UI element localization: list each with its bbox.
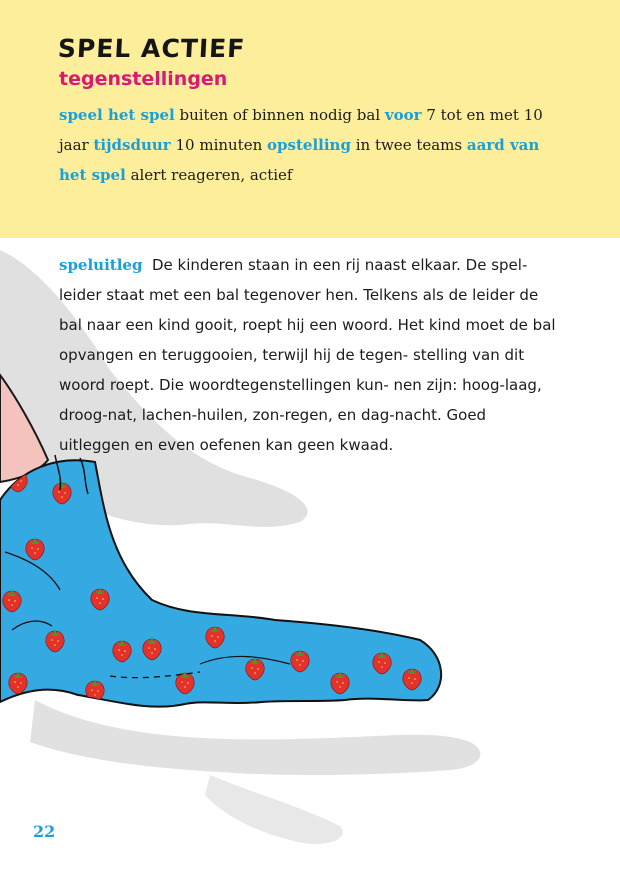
info-label-needed: nodig (309, 106, 352, 124)
info-label-play: speel het spel (59, 106, 175, 124)
text-line: leider staat met een bal tegenover hen. Telkens als de leider (59, 286, 515, 304)
info-value-duration: 10 minuten (175, 136, 263, 154)
game-explanation (59, 250, 559, 460)
page-title: SPEL ACTIEF (57, 34, 247, 63)
shadow-shape (205, 775, 343, 844)
info-value-age: 7 tot en met 10 jaar (59, 106, 543, 154)
info-value-play: buiten of binnen (179, 106, 305, 124)
shadow-shape (30, 700, 480, 775)
info-value-type: alert reageren, actief (130, 166, 293, 184)
text-line: nen zijn: hoog-laag, droog-nat, lachen-huilen, zon-regen, en (59, 376, 542, 424)
game-subtitle: tegenstellingen (59, 68, 228, 90)
info-value-setup: in twee teams (355, 136, 463, 154)
page-number: 22 (33, 822, 56, 841)
header-panel (0, 0, 620, 238)
text-line: de bal naar een kind gooit, roept hij een woord. Het kind (59, 286, 539, 334)
explanation-label: speluitleg (59, 256, 143, 274)
info-label-duration: tijdsduur (93, 136, 171, 154)
text-line: De kinderen staan in een rij naast elkaar. De spel- (151, 256, 528, 274)
text-line: dag-nacht. Goed uitleggen en even oefenen kan geen kwaad. (59, 406, 487, 454)
text-line: stelling van dit woord roept. Die woordtegenstellingen kun- (59, 346, 525, 394)
info-label-setup: opstelling (267, 136, 351, 154)
info-value-needed: bal (356, 106, 381, 124)
info-label-type: aard van het spel (59, 136, 540, 184)
game-info (59, 100, 569, 190)
text-line: moet de bal opvangen en teruggooien, terwijl hij de tegen- (59, 316, 556, 364)
info-label-age: voor (384, 106, 422, 124)
